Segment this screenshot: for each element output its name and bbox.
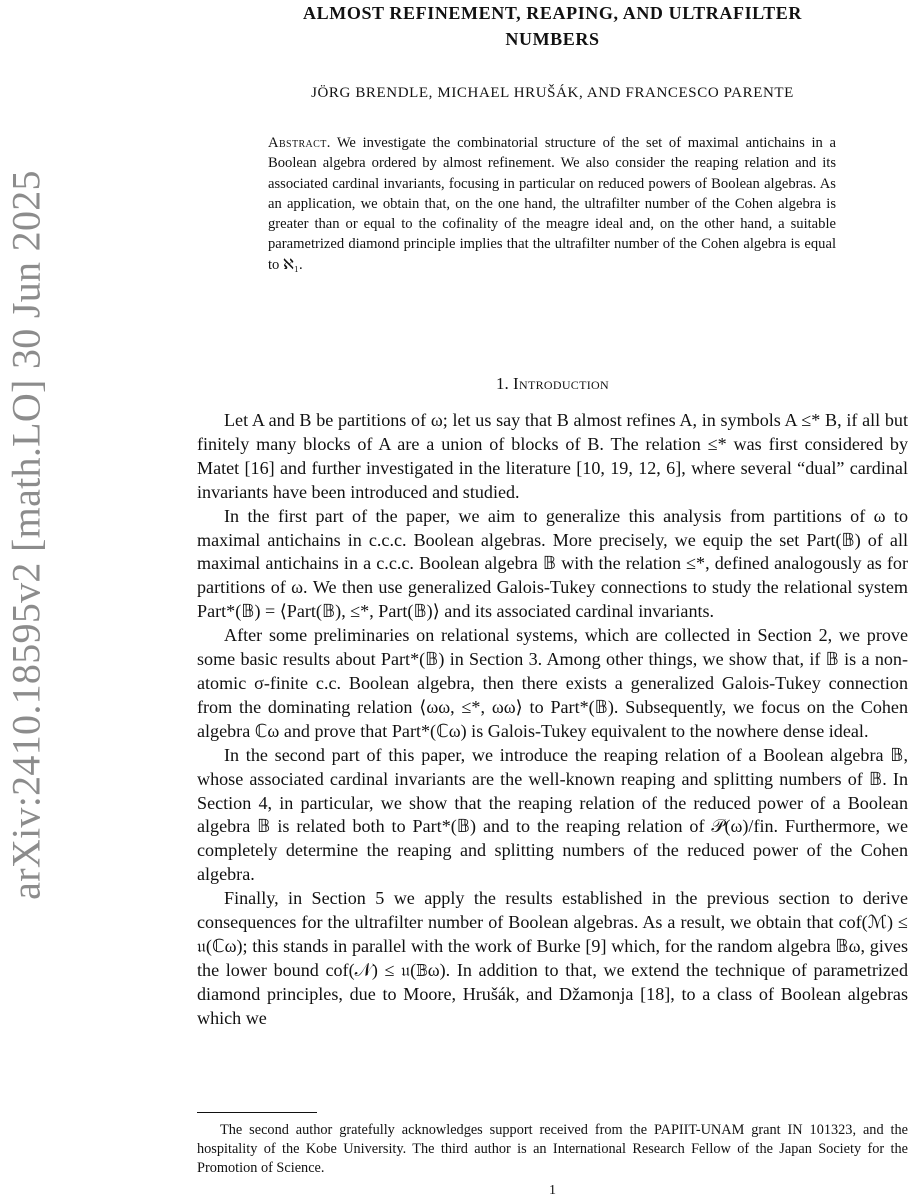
body-text <box>197 409 908 1031</box>
paragraph-2: In the first part of the paper, we aim to generalize this analysis from partitions of ω to maximal antichains in c.c.c. Boolean algebras. More precisely, we equip the set Part(𝔹) of all maximal antichains in a c.c.c. Boolean algebra 𝔹 with the relation ≤*, defined analogously as for partitions of ω. We then use generalized Galois-Tukey connections to study the relational system Part*(𝔹) = ⟨Part(𝔹), ≤*, Part(𝔹)⟩ and its associated cardinal invariants. <box>197 505 908 622</box>
abstract-label: Abstract. <box>268 135 331 151</box>
section-number: 1. <box>496 374 509 393</box>
abstract <box>268 133 836 275</box>
abstract-text: We investigate the combinatorial structure of the set of maximal antichains in a Boolean algebra ordered by almost refinement. We also consider the reaping relation and its associated cardinal invariants, focusing in particular on reduced powers of Boolean algebras. As an application, we obtain that, on the one hand, the ultrafilter number of the Cohen algebra is greater than or equal to the cofinality of the meagre ideal and, on the other hand, a suitable parametrized diamond principle implies that the ultrafilter number of the Cohen algebra is equal to ℵ₁. <box>268 135 836 273</box>
author-list: JÖRG BRENDLE, MICHAEL HRUŠÁK, AND FRANCESCO PARENTE <box>311 85 794 101</box>
paragraph-1: Let A and B be partitions of ω; let us say that B almost refines A, in symbols A ≤* B, if all but finitely many blocks of A are a union of blocks of B. The relation ≤* was first considered by Matet [16] and further investigated in the literature [10, 19, 12, 6], where several “dual” cardinal invariants have been introduced and studied. <box>197 410 908 502</box>
arxiv-identifier-stamp <box>0 0 52 1200</box>
page-number: 1 <box>549 1183 556 1198</box>
footnote: The second author gratefully acknowledges support received from the PAPIIT-UNAM grant IN 101323, and the hospitality of the Kobe University. The third author is an International Research Fellow of the Japan Society for the Promotion of Science. <box>197 1122 908 1176</box>
section-title: Introduction <box>513 374 609 393</box>
paragraph-4: In the second part of this paper, we introduce the reaping relation of a Boolean algebra 𝔹, whose associated cardinal invariants are the well-known reaping and splitting numbers of 𝔹. In Section 4, in particular, we show that the reaping relation of the reduced power of a Boolean algebra 𝔹 is related both to Part*(𝔹) and to the reaping relation of 𝒫(ω)/fin. Furthermore, we completely determine the reaping and splitting numbers of the reduced power of the Cohen algebra. <box>197 744 908 885</box>
title-line-1: ALMOST REFINEMENT, REAPING, AND ULTRAFILTER <box>303 3 802 23</box>
paragraph-3: After some preliminaries on relational systems, which are collected in Section 2, we prove some basic results about Part*(𝔹) in Section 3. Among other things, we show that, if 𝔹 is a non-atomic σ-finite c.c. Boolean algebra, then there exists a generalized Galois-Tukey connection from the dominating relation ⟨ωω, ≤*, ωω⟩ to Part*(𝔹). Subsequently, we focus on the Cohen algebra ℂω and prove that Part*(ℂω) is Galois-Tukey equivalent to the nowhere dense ideal. <box>197 625 908 741</box>
arxiv-identifier-text: arXiv:2410.18595v2 [math.LO] 30 Jun 2025 <box>3 170 49 900</box>
paper-title <box>197 0 908 52</box>
footnote-divider <box>197 1112 317 1113</box>
paragraph-5: Finally, in Section 5 we apply the results established in the previous section to derive consequences for the ultrafilter number of Boolean algebras. As a result, we obtain that cof(ℳ) ≤ 𝔲(ℂω); this stands in parallel with the work of Burke [9] which, for the random algebra 𝔹ω, gives the lower bound cof(𝒩) ≤ 𝔲(𝔹ω). In addition to that, we extend the technique of parametrized diamond principles, due to Moore, Hrušák, and Džamonja [18], to a class of Boolean algebras which we <box>197 888 908 1028</box>
section-heading <box>197 374 908 394</box>
title-line-2: NUMBERS <box>505 29 600 49</box>
